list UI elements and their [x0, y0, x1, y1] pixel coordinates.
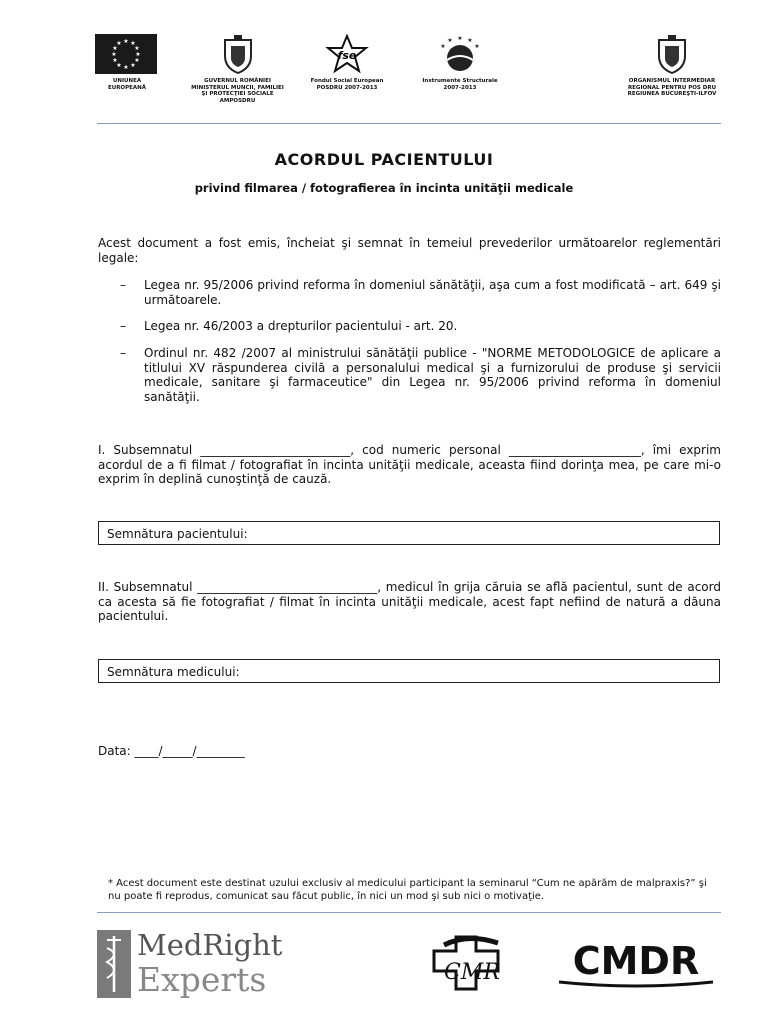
document-subtitle: privind filmarea / fotografierea în incinta unităţii medicale	[194, 181, 574, 195]
patient-consent-paragraph: I. Subsemnatul _________________________, cod numeric personal ______________________, îmi exprim acordul de a fi filmat / fotografiat în incinta unităţii medicale, aceasta fiind dorinţa mea, pe care mi-o exprim în deplină cunoştinţă de cauză.	[98, 443, 721, 486]
svg-text:★: ★	[457, 35, 463, 42]
logo-row	[95, 34, 723, 119]
romania-crest-icon	[221, 34, 255, 74]
bullet-text: Ordinul nr. 482 /2007 al ministrului sănătăţii publice - "NORME METODOLOGICE de aplicare a titlului XV răspunderea civilă a personalului medical şi a furnizorului de produse şi servicii medicale, sanitare şi farmaceutice" din Legea nr. 95/2006 privind reforma în domeniul sanătăţii.	[144, 346, 721, 404]
svg-text:★: ★	[447, 37, 453, 44]
svg-text:★: ★	[123, 38, 129, 45]
svg-text:★: ★	[111, 51, 117, 58]
svg-text:★: ★	[474, 43, 480, 50]
cmr-cross-logo	[428, 933, 518, 993]
patient-signature-field[interactable]: Semnătura pacientului:	[98, 521, 720, 545]
medright-subtitle: Experts	[137, 960, 267, 999]
romania-crest-icon	[655, 34, 689, 74]
cmdr-text: CMDR	[572, 940, 700, 983]
footer-divider	[97, 912, 721, 913]
logo-caption: Fondul Social European POSDRU 2007-2013	[310, 78, 384, 91]
intro-paragraph: Acest document a fost emis, încheiat şi semnat în temeiul prevederilor următoarelor reglementări legale:	[98, 236, 721, 265]
document-title: ACORDUL PACIENTULUI	[274, 150, 494, 169]
doctor-consent-paragraph: II. Subsemnatul ______________________________, medicul în grija căruia se află pacientul, sunt de acord ca acesta să fie fotografiat / filmat în incinta unităţii medicale, acest fapt nefiind de natură a dăuna pacientului.	[98, 580, 721, 623]
list-item: – Legea nr. 95/2006 privind reforma în domeniul sănătăţii, aşa cum a fost modificată – art. 649 şi următoarele.	[120, 278, 721, 307]
date-field[interactable]: Data: ____/_____/________	[98, 744, 245, 758]
logo-caption: GUVERNUL ROMÂNIEI MINISTERUL MUNCII, FAMILIEI ŞI PROTECŢIEI SOCIALE AMPOSDRU	[191, 78, 284, 104]
svg-text:★: ★	[134, 45, 140, 52]
svg-text:★: ★	[112, 57, 118, 64]
footnote: * Acest document este destinat uzului exclusiv al medicului participant la seminarul “Cum ne apărăm de malpraxis?” şi nu poate fi reprodus, comunicat sau făcut public, în nici un mod şi sub nici o motivaţie.	[108, 878, 707, 902]
list-item: – Legea nr. 46/2003 a drepturilor pacientului - art. 20.	[120, 319, 721, 334]
svg-text:★: ★	[134, 57, 140, 64]
medright-logo	[97, 930, 297, 1000]
svg-text:★: ★	[440, 43, 446, 50]
svg-text:fse: fse	[337, 49, 357, 62]
eu-logo	[95, 34, 159, 91]
logo-caption: UNIUNEA EUROPEANĂ	[107, 78, 147, 91]
list-item: – Ordinul nr. 482 /2007 al ministrului sănătăţii publice - "NORME METODOLOGICE de aplicare a titlului XV răspunderea civilă a personalului medical şi a furnizorului de produse şi servicii medicale, sanitare şi farmaceutice" din Legea nr. 95/2006 privind reforma în domeniul sanătăţii.	[120, 346, 721, 404]
svg-text:★: ★	[130, 40, 136, 47]
cmdr-logo	[553, 940, 719, 990]
svg-text:CMR: CMR	[444, 960, 500, 985]
svg-text:★: ★	[116, 62, 122, 69]
svg-text:★: ★	[130, 62, 136, 69]
svg-text:★: ★	[112, 45, 118, 52]
svg-text:★: ★	[135, 51, 141, 58]
regional-body-logo	[618, 34, 726, 98]
fse-logo	[307, 34, 387, 91]
svg-text:★: ★	[467, 37, 473, 44]
caduceus-icon	[97, 930, 131, 998]
logo-caption: ORGANISMUL INTERMEDIAR REGIONAL PENTRU POS DRU REGIUNEA BUCUREŞTI-ILFOV	[627, 78, 717, 97]
fse-star-icon	[322, 34, 372, 74]
medright-title: MedRight	[137, 928, 283, 962]
header-divider	[97, 123, 721, 124]
structural-instruments-logo	[420, 34, 500, 91]
svg-text:★: ★	[123, 64, 129, 71]
structural-instruments-icon	[435, 34, 485, 74]
eu-flag-icon	[95, 34, 157, 74]
doctor-signature-field[interactable]: Semnătura medicului:	[98, 659, 720, 683]
svg-text:★: ★	[116, 40, 122, 47]
bullet-text: Legea nr. 46/2003 a drepturilor pacientului - art. 20.	[144, 319, 458, 333]
government-logo	[190, 34, 285, 104]
bullet-text: Legea nr. 95/2006 privind reforma în domeniul sănătăţii, aşa cum a fost modificată – art. 649 şi următoarele.	[144, 278, 721, 307]
logo-caption: Instrumente Structurale 2007-2013	[422, 78, 498, 91]
